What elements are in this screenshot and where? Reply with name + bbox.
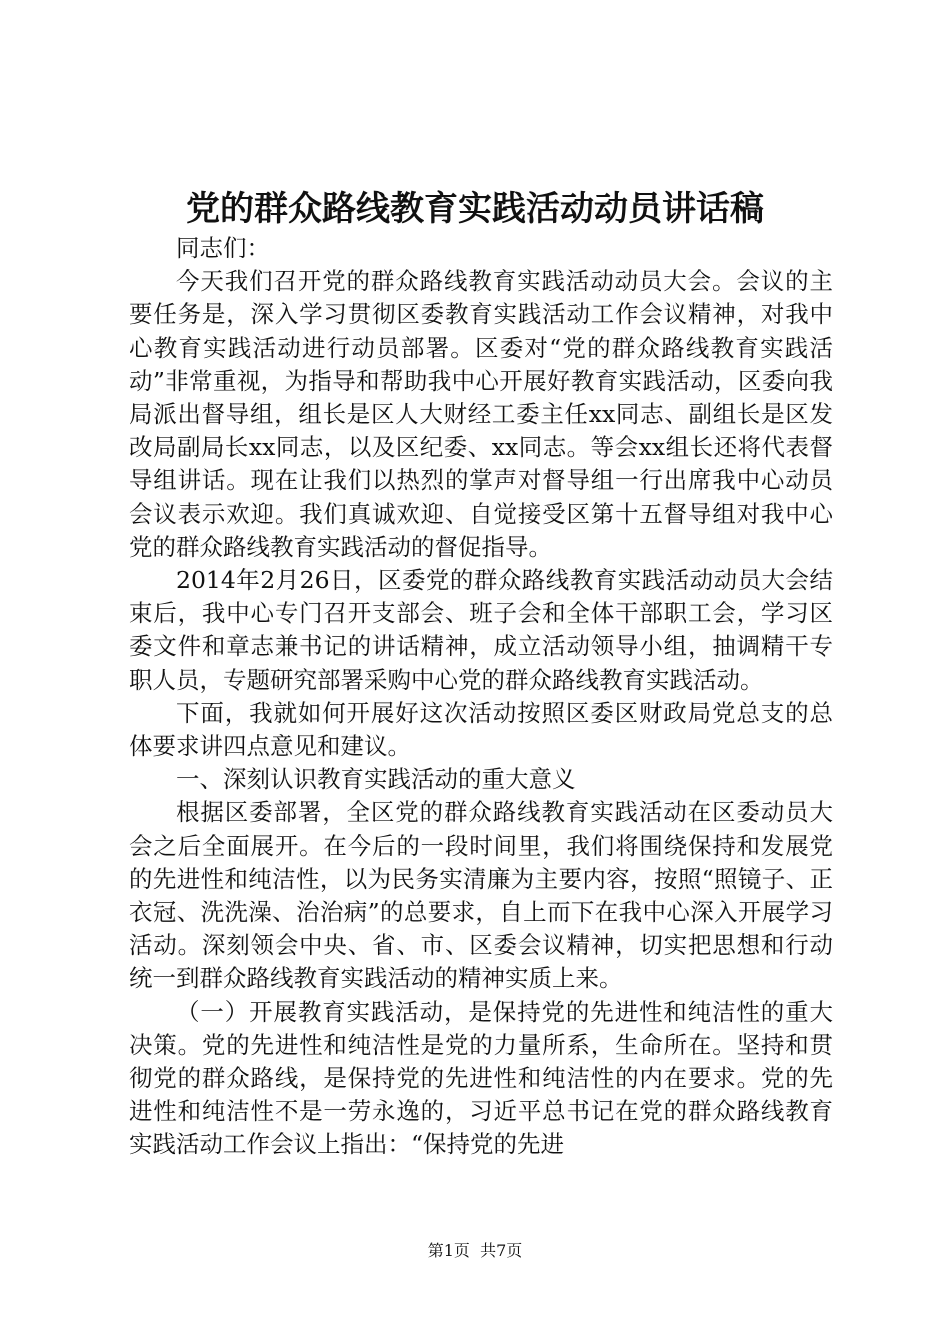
body-paragraph: 今天我们召开党的群众路线教育实践活动动员大会。会议的主要任务是，深入学习贯彻区委教育实践活动工作会议精神，对我中心教育实践活动进行动员部署。区委对“党的群众路线教育实践活动”非常重视，为指导和帮助我中心开展好教育实践活动，区委向我局派出督导组，组长是区人大财经工委主任xx同志、副组长是区发改局副局长xx同志，以及区纪委、xx同志。等会xx组长还将代表督导组讲话。现在让我们以热烈的掌声对督导组一行出席我中心动员会议表示欢迎。我们真诚欢迎、自觉接受区第十五督导组对我中心党的群众路线教育实践活动的督促指导。 xyxy=(129,267,833,561)
section-heading: 一、深刻认识教育实践活动的重大意义 xyxy=(176,765,576,794)
page-number: 第1页 xyxy=(427,1241,470,1260)
body-paragraph: （一）开展教育实践活动，是保持党的先进性和纯洁性的重大决策。党的先进性和纯洁性是党的力量所系，生命所在。坚持和贯彻党的群众路线，是保持党的先进性和纯洁性的内在要求。党的先进性和纯洁性不是一劳永逸的，习近平总书记在党的群众路线教育实践活动工作会议上指出：“保持党的先进 xyxy=(129,997,833,1159)
page-footer xyxy=(0,1240,950,1262)
body-paragraph: 下面，我就如何开展好这次活动按照区委区财政局党总支的总体要求讲四点意见和建议。 xyxy=(129,698,833,761)
page-total: 共7页 xyxy=(480,1241,523,1260)
document-body xyxy=(129,232,833,1162)
footer-separator xyxy=(470,1241,480,1260)
document-title: 党的群众路线教育实践活动动员讲话稿 xyxy=(186,189,764,229)
body-paragraph: 根据区委部署，全区党的群众路线教育实践活动在区委动员大会之后全面展开。在今后的一段时间里，我们将围绕保持和发展党的先进性和纯洁性，以为民务实清廉为主要内容，按照“照镜子、正衣冠、洗洗澡、治治病”的总要求，自上而下在我中心深入开展学习活动。深刻领会中央、省、市、区委会议精神，切实把思想和行动统一到群众路线教育实践活动的精神实质上来。 xyxy=(129,798,833,993)
body-paragraph: 2014年2月26日，区委党的群众路线教育实践活动动员大会结束后，我中心专门召开支部会、班子会和全体干部职工会，学习区委文件和章志兼书记的讲话精神，成立活动领导小组，抽调精干专职人员，专题研究部署采购中心党的群众路线教育实践活动。 xyxy=(129,566,833,694)
salutation-paragraph: 同志们： xyxy=(176,234,270,262)
